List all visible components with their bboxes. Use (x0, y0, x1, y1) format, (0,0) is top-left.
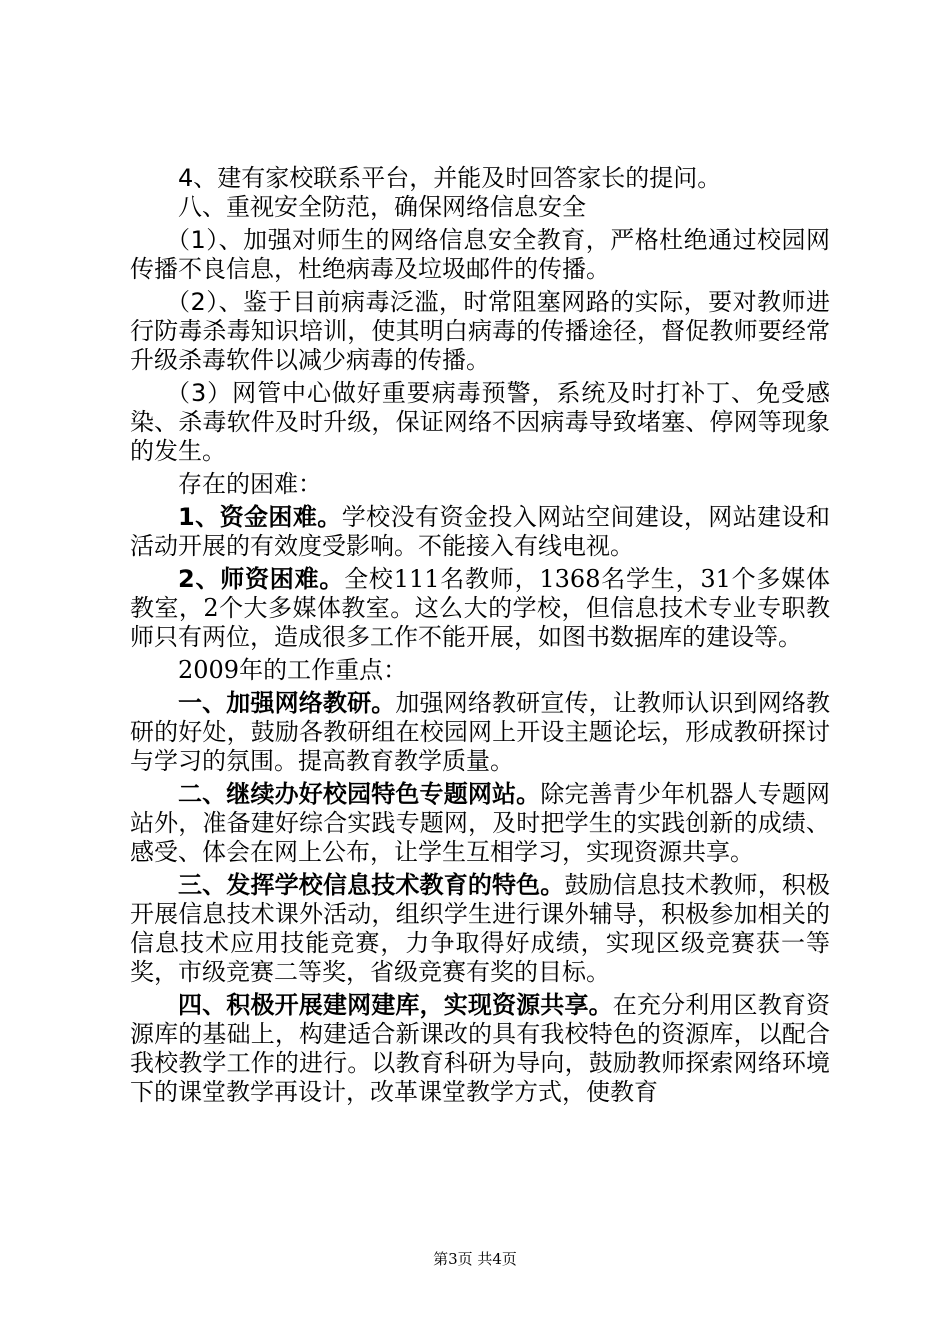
paragraph-8 (130, 565, 830, 652)
page-number: 第3页 共4页 (433, 1250, 517, 1268)
paragraph-lead: 四、积极开展建网建库，实现资源共享。 (178, 991, 613, 1019)
paragraph-text: 加强网络教研宣传，让教师认识到网络教研的好处，鼓励各教研组在校园网上开设主题论坛，形成教研探讨与学习的氛围。提高教育教学质量。 (130, 689, 831, 775)
paragraph-text: （3）网管中心做好重要病毒预警，系统及时打补丁、免受感染、杀毒软件及时升级，保证网络不因病毒导致堵塞、停网等现象的发生。 (130, 379, 830, 465)
page-footer (0, 1248, 950, 1269)
paragraph-lead: 二、继续办好校园特色专题网站。 (178, 780, 541, 808)
paragraph-text: （1）、加强对师生的网络信息安全教育，严格杜绝通过校园网传播不良信息，杜绝病毒及垃圾邮件的传播。 (130, 226, 830, 283)
paragraph-lead: 1、资金困难。 (178, 503, 342, 531)
priorities-heading (130, 656, 830, 685)
paragraph-lead: 2、师资困难。 (178, 565, 345, 593)
paragraph-12 (130, 871, 830, 987)
paragraph-text: 4、建有家校联系平台，并能及时回答家长的提问。 (178, 164, 722, 192)
paragraph-1 (130, 164, 830, 193)
section-heading-8 (130, 193, 830, 222)
paragraph-text: 除完善青少年机器人专题网站外，准备建好综合实践专题网，及时把学生的实践创新的成绩、感受、体会在网上公布，让学生互相学习，实现资源共享。 (130, 780, 831, 866)
paragraph-5 (130, 379, 830, 466)
paragraph-10 (130, 689, 830, 776)
paragraph-7 (130, 503, 830, 561)
difficulties-heading (130, 470, 830, 499)
paragraph-text: 学校没有资金投入网站空间建设，网站建设和活动开展的有效度受影响。不能接入有线电视。 (130, 503, 831, 560)
heading-text: 2009年的工作重点： (178, 656, 408, 684)
paragraph-text: （2）、鉴于目前病毒泛滥，时常阻塞网路的实际，要对教师进行防毒杀毒知识培训，使其明白病毒的传播途径，督促教师要经常升级杀毒软件以减少病毒的传播。 (130, 288, 830, 374)
heading-text: 存在的困难： (178, 470, 322, 498)
paragraph-text: 鼓励信息技术教师，积极开展信息技术课外活动，组织学生进行课外辅导，积极参加相关的信息技术应用技能竞赛，力争取得好成绩，实现区级竞赛获一等奖，市级竞赛二等奖，省级竞赛有奖的目标。 (130, 871, 831, 986)
paragraph-3 (130, 226, 830, 284)
heading-text: 八、重视安全防范，确保网络信息安全 (178, 193, 586, 221)
paragraph-lead: 一、加强网络教研。 (178, 689, 396, 717)
paragraph-4 (130, 288, 830, 375)
document-body (130, 164, 830, 1107)
paragraph-lead: 三、发挥学校信息技术教育的特色。 (178, 871, 565, 899)
paragraph-text: 在充分利用区教育资源库的基础上，构建适合新课改的具有我校特色的资源库，以配合我校教学工作的进行。以教育科研为导向，鼓励教师探索网络环境下的课堂教学再设计，改革课堂教学方式，使教育 (130, 991, 831, 1106)
paragraph-text: 全校111名教师，1368名学生，31个多媒体教室，2个大多媒体教室。这么大的学校，但信息技术专业专职教师只有两位，造成很多工作不能开展，如图书数据库的建设等。 (130, 565, 830, 651)
paragraph-11 (130, 780, 830, 867)
paragraph-13 (130, 991, 830, 1107)
